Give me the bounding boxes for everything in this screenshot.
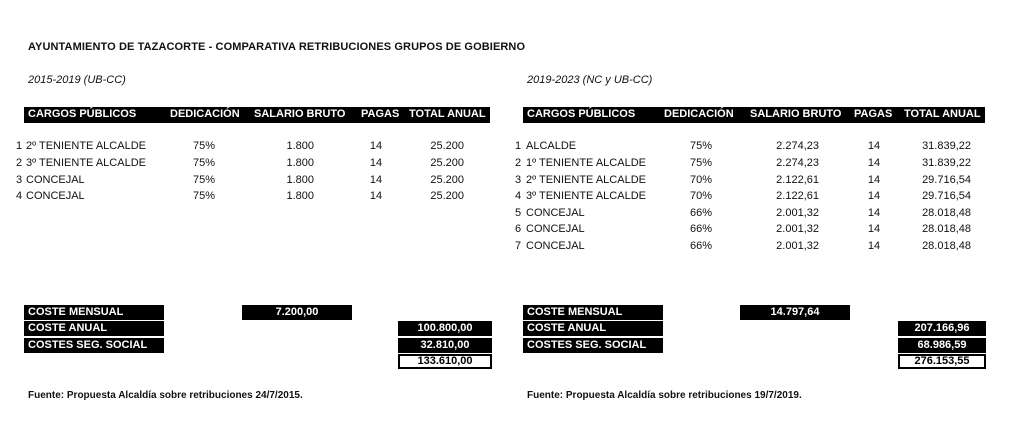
row-total: 25.200 — [430, 157, 464, 169]
header-pagas: PAGAS — [854, 108, 893, 120]
table-row — [515, 223, 975, 239]
row-number: 3 — [515, 174, 522, 186]
left-total-box: 133.610,00 — [398, 354, 492, 369]
row-cargo: CONCEJAL — [526, 223, 585, 235]
header-dedicacion: DEDICACIÓN — [664, 108, 734, 120]
table-row — [515, 240, 975, 256]
right-table-header — [523, 107, 985, 123]
table-row — [515, 174, 975, 190]
row-salario: 2.274,23 — [776, 140, 819, 152]
row-pagas: 14 — [867, 240, 881, 252]
row-cargo: CONCEJAL — [526, 207, 585, 219]
row-pagas: 14 — [369, 190, 383, 202]
row-total: 25.200 — [430, 174, 464, 186]
row-salario: 2.001,32 — [776, 207, 819, 219]
row-cargo: 2º TENIENTE ALCALDE — [26, 140, 146, 152]
row-pagas: 14 — [867, 157, 881, 169]
row-dedicacion: 70% — [689, 174, 713, 186]
row-number: 2 — [16, 157, 23, 169]
row-dedicacion: 75% — [192, 190, 216, 202]
row-number: 6 — [515, 223, 522, 235]
header-salario: SALARIO BRUTO — [254, 108, 346, 120]
row-pagas: 14 — [867, 174, 881, 186]
row-salario: 2.274,23 — [776, 157, 819, 169]
right-period: 2019-2023 (NC y UB-CC) — [527, 74, 653, 86]
row-total: 28.018,48 — [922, 207, 971, 219]
header-salario: SALARIO BRUTO — [750, 108, 842, 120]
row-dedicacion: 75% — [192, 157, 216, 169]
row-salario: 1.800 — [286, 190, 314, 202]
row-pagas: 14 — [867, 207, 881, 219]
right-costes-ss-value: 68.986,59 — [898, 338, 986, 353]
row-total: 25.200 — [430, 190, 464, 202]
row-salario: 1.800 — [286, 157, 314, 169]
table-row — [515, 157, 975, 173]
row-cargo: 2º TENIENTE ALCALDE — [526, 174, 646, 186]
row-dedicacion: 75% — [689, 140, 713, 152]
left-coste-anual-label: COSTE ANUAL — [24, 321, 164, 336]
left-source: Fuente: Propuesta Alcaldía sobre retribuciones 24/7/2015. — [28, 390, 303, 401]
header-total: TOTAL ANUAL — [409, 108, 486, 120]
left-costes-ss-label: COSTES SEG. SOCIAL — [24, 338, 164, 353]
row-salario: 2.001,32 — [776, 223, 819, 235]
row-number: 1 — [16, 140, 23, 152]
row-total: 31.839,22 — [922, 140, 971, 152]
row-cargo: 3º TENIENTE ALCALDE — [526, 190, 646, 202]
header-total: TOTAL ANUAL — [904, 108, 981, 120]
row-dedicacion: 66% — [689, 207, 713, 219]
right-costes-ss-label: COSTES SEG. SOCIAL — [523, 338, 663, 353]
left-period: 2015-2019 (UB-CC) — [28, 74, 126, 86]
left-coste-mensual-value: 7.200,00 — [242, 305, 352, 320]
row-salario: 1.800 — [286, 174, 314, 186]
right-coste-mensual-label: COSTE MENSUAL — [523, 305, 663, 320]
row-number: 7 — [515, 240, 522, 252]
row-dedicacion: 66% — [689, 223, 713, 235]
row-cargo: 1º TENIENTE ALCALDE — [526, 157, 646, 169]
row-salario: 1.800 — [286, 140, 314, 152]
header-pagas: PAGAS — [361, 108, 400, 120]
row-total: 31.839,22 — [922, 157, 971, 169]
table-row — [16, 157, 476, 173]
row-number: 5 — [515, 207, 522, 219]
header-dedicacion: DEDICACIÓN — [170, 108, 240, 120]
row-total: 29.716,54 — [922, 190, 971, 202]
left-costes-ss-value: 32.810,00 — [398, 338, 492, 353]
row-number: 4 — [16, 190, 23, 202]
row-salario: 2.122,61 — [776, 190, 819, 202]
header-cargos: CARGOS PÚBLICOS — [28, 108, 137, 120]
table-row — [515, 207, 975, 223]
row-salario: 2.001,32 — [776, 240, 819, 252]
row-dedicacion: 66% — [689, 240, 713, 252]
row-pagas: 14 — [369, 157, 383, 169]
right-coste-mensual-value: 14.797,64 — [740, 305, 850, 320]
right-coste-anual-value: 207.166,96 — [898, 321, 986, 336]
row-pagas: 14 — [369, 174, 383, 186]
row-cargo: CONCEJAL — [26, 174, 85, 186]
left-coste-mensual-label: COSTE MENSUAL — [24, 305, 164, 320]
row-cargo: 3º TENIENTE ALCALDE — [26, 157, 146, 169]
row-pagas: 14 — [867, 140, 881, 152]
row-number: 2 — [515, 157, 522, 169]
page-title: AYUNTAMIENTO DE TAZACORTE - COMPARATIVA RETRIBUCIONES GRUPOS DE GOBIERNO — [28, 41, 526, 53]
table-row — [16, 140, 476, 156]
left-table-header — [24, 107, 490, 123]
right-source: Fuente: Propuesta Alcaldía sobre retribuciones 19/7/2019. — [527, 390, 802, 401]
row-total: 28.018,48 — [922, 223, 971, 235]
header-cargos: CARGOS PÚBLICOS — [527, 108, 636, 120]
row-number: 3 — [16, 174, 23, 186]
row-cargo: CONCEJAL — [526, 240, 585, 252]
table-row — [16, 174, 476, 190]
row-pagas: 14 — [369, 140, 383, 152]
row-dedicacion: 75% — [192, 174, 216, 186]
row-cargo: CONCEJAL — [26, 190, 85, 202]
row-number: 1 — [515, 140, 522, 152]
row-number: 4 — [515, 190, 522, 202]
row-pagas: 14 — [867, 190, 881, 202]
left-coste-anual-value: 100.800,00 — [398, 321, 492, 336]
row-dedicacion: 75% — [689, 157, 713, 169]
table-row — [16, 190, 476, 206]
right-total-box: 276.153,55 — [898, 354, 986, 369]
table-row — [515, 140, 975, 156]
row-dedicacion: 70% — [689, 190, 713, 202]
row-total: 28.018,48 — [922, 240, 971, 252]
row-salario: 2.122,61 — [776, 174, 819, 186]
row-dedicacion: 75% — [192, 140, 216, 152]
row-pagas: 14 — [867, 223, 881, 235]
row-total: 25.200 — [430, 140, 464, 152]
table-row — [515, 190, 975, 206]
row-total: 29.716,54 — [922, 174, 971, 186]
row-cargo: ALCALDE — [526, 140, 577, 152]
right-coste-anual-label: COSTE ANUAL — [523, 321, 663, 336]
